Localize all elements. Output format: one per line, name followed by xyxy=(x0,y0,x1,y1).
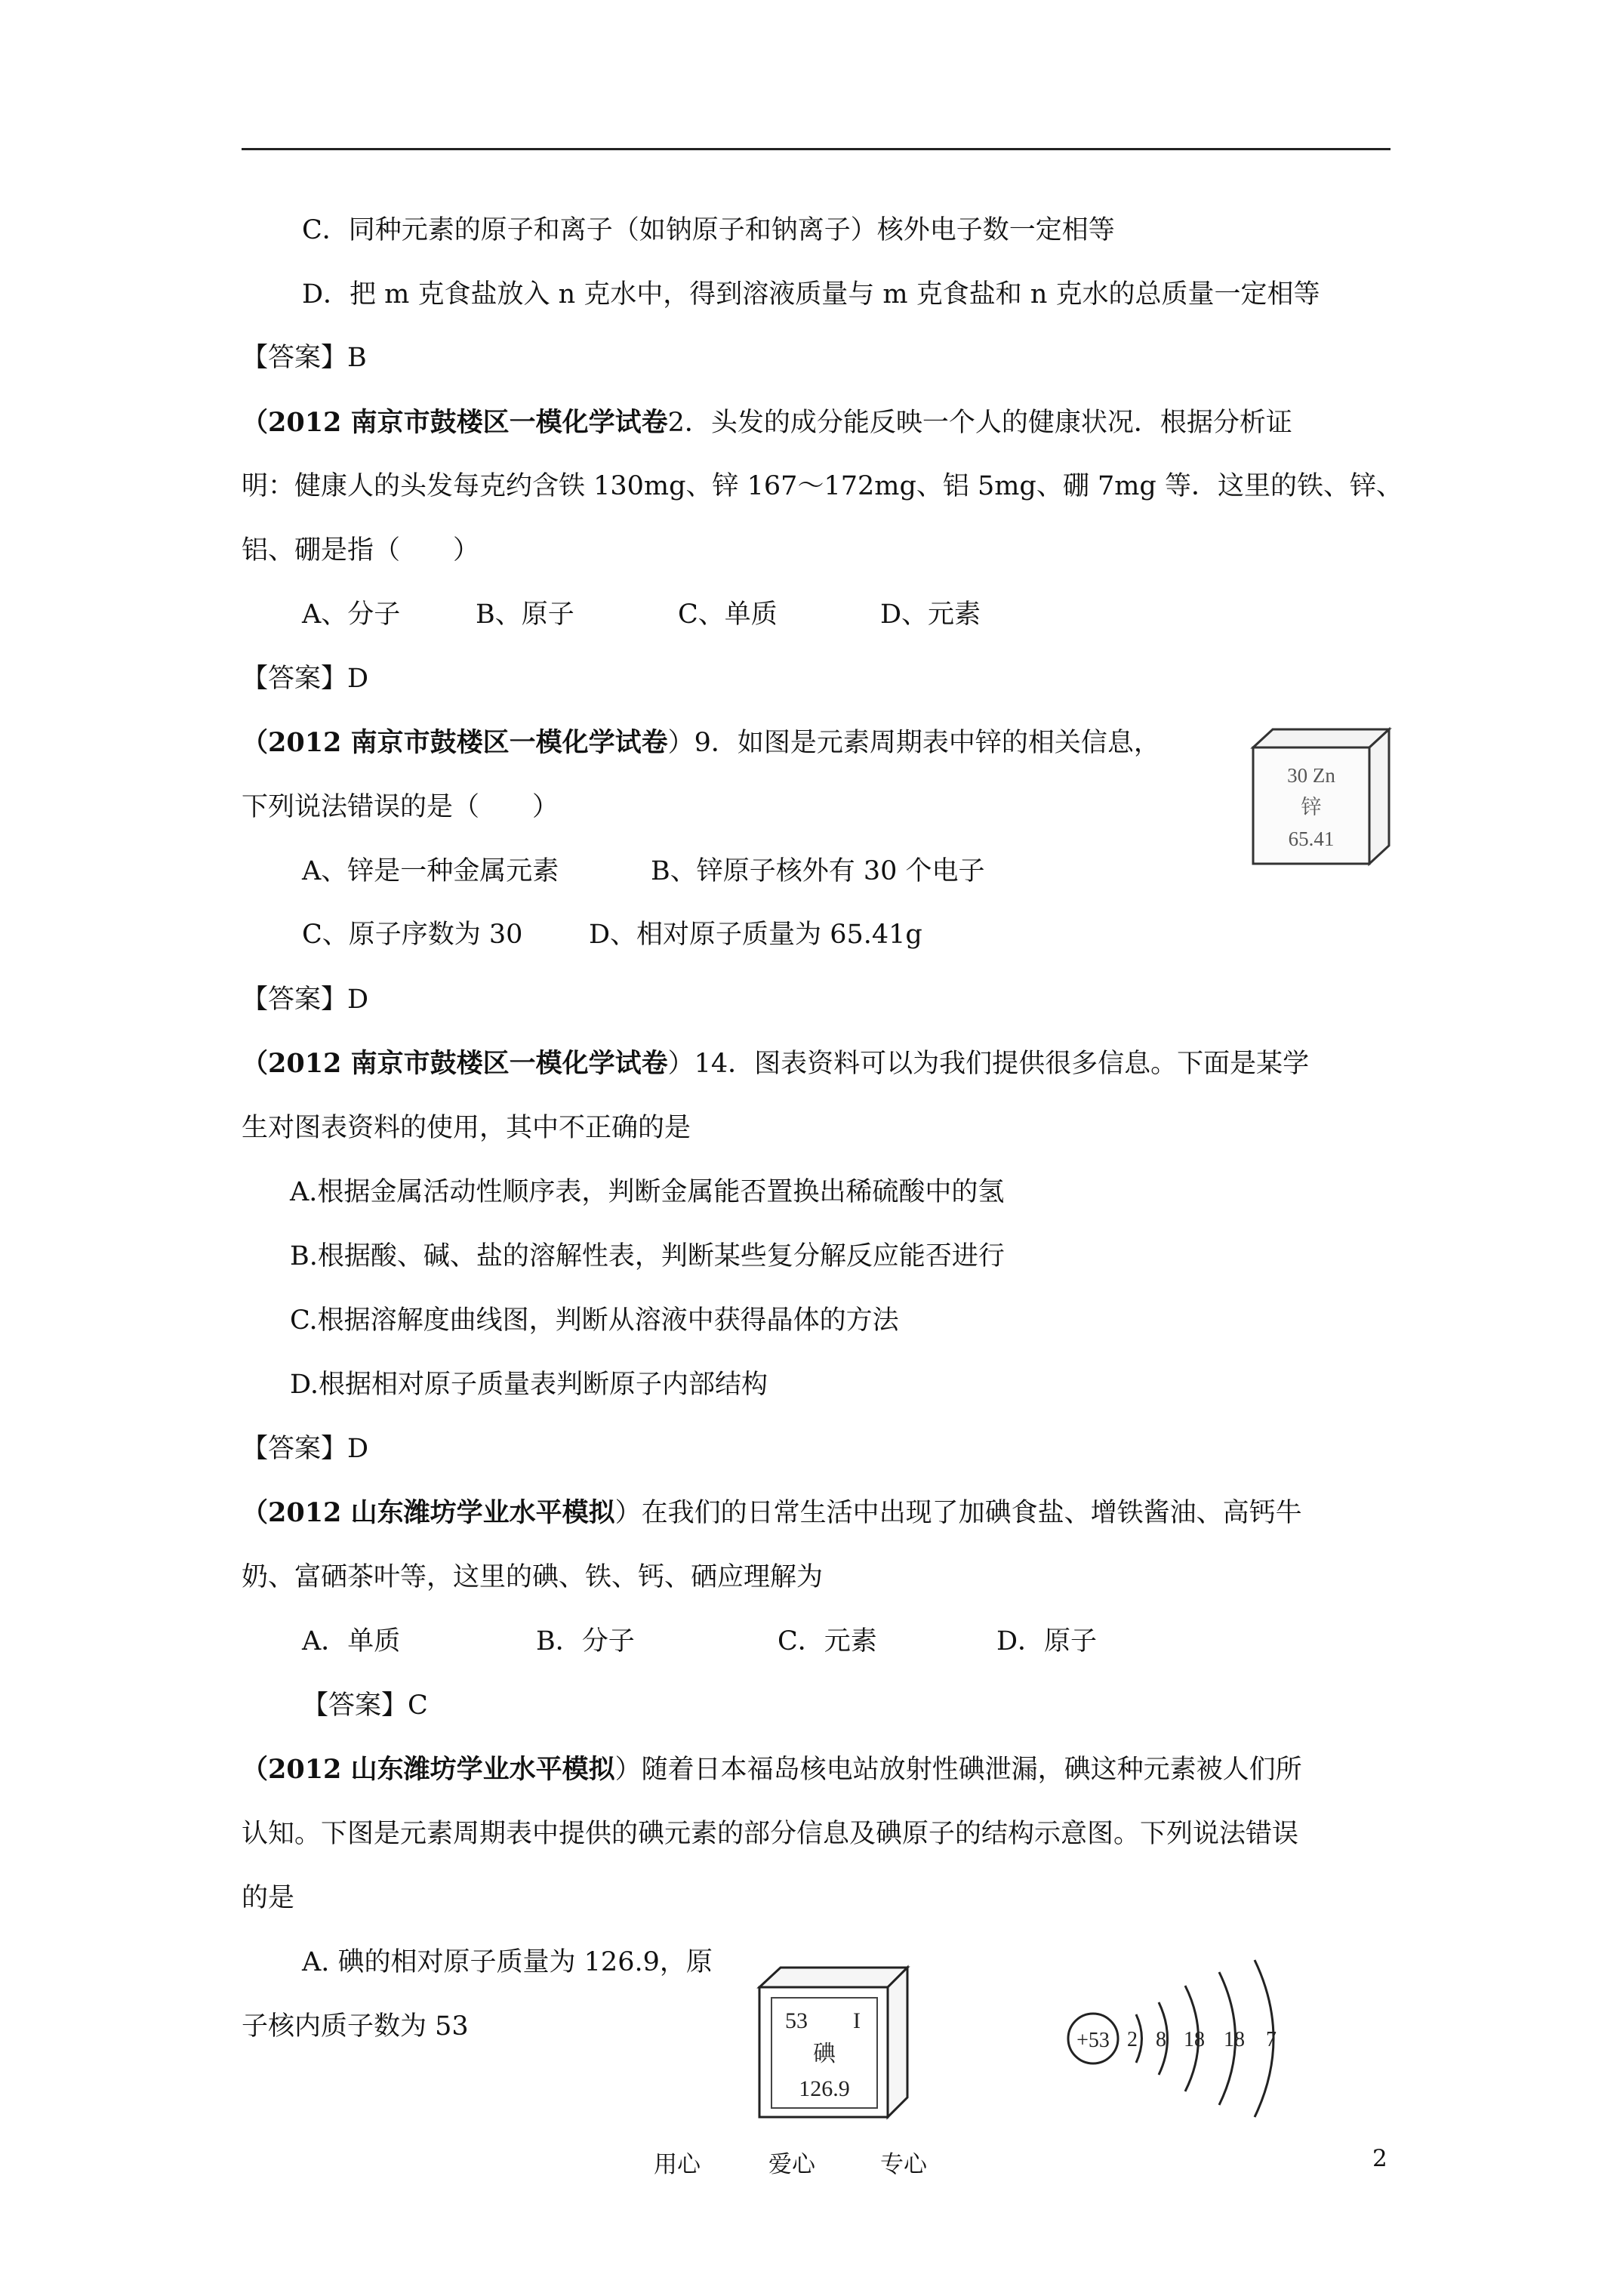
q5-stem-1: ）在我们的日常生活中出现了加碘食盐、增铁酱油、高钙牛 xyxy=(614,1498,1302,1528)
q2-line2: 明：健康人的头发每克约含铁 130mg、锌 167～172mg、铝 5mg、硼 7mg 等．这里的铁、锌、 xyxy=(242,471,1403,501)
zinc-name: 锌 xyxy=(1301,796,1322,819)
q2-line1 xyxy=(242,406,1292,439)
q2-option-a: A、分子 xyxy=(302,599,401,630)
q2-option-d: D、元素 xyxy=(880,599,981,630)
q6-line3: 的是 xyxy=(242,1883,295,1913)
q2-option-c: C、单质 xyxy=(678,599,778,630)
q5-option-d: D．原子 xyxy=(996,1626,1098,1657)
q4-option-d: D.根据相对原子质量表判断原子内部结构 xyxy=(290,1370,768,1400)
shell-electrons-3: 18 xyxy=(1184,2028,1205,2051)
q4-option-a: A.根据金属活动性顺序表，判断金属能否置换出稀硫酸中的氢 xyxy=(290,1177,1005,1207)
q3-answer: 【答案】D xyxy=(242,985,369,1015)
q4-answer: 【答案】D xyxy=(242,1434,369,1464)
q3-option-b: B、锌原子核外有 30 个电子 xyxy=(651,856,985,886)
nucleus-charge: +53 xyxy=(1076,2029,1110,2052)
shell-electrons-5: 7 xyxy=(1266,2028,1277,2051)
q2-stem-1: 2．头发的成分能反映一个人的健康状况．根据分析证 xyxy=(667,408,1292,438)
q2-answer: 【答案】D xyxy=(242,664,369,694)
q3-option-c: C、原子序数为 30 xyxy=(302,920,523,950)
q6-option-a-1: A. 碘的相对原子质量为 126.9，原 xyxy=(302,1947,713,1977)
shell-electrons-1: 2 xyxy=(1127,2028,1138,2051)
q3-source: （2012 南京市鼓楼区一模化学试卷 xyxy=(242,727,668,758)
q2-option-b: B、原子 xyxy=(476,599,574,630)
q5-answer: 【答案】C xyxy=(302,1690,428,1721)
q4-option-b: B.根据酸、碱、盐的溶解性表，判断某些复分解反应能否进行 xyxy=(290,1241,1005,1271)
iodine-symbol: I xyxy=(853,2008,861,2033)
q6-option-a-2: 子核内质子数为 53 xyxy=(242,2011,469,2042)
q4-stem-1: ）14．图表资料可以为我们提供很多信息。下面是某学 xyxy=(667,1049,1310,1079)
shell-electrons-2: 8 xyxy=(1156,2028,1166,2051)
iodine-number: 53 xyxy=(785,2008,808,2033)
q4-source: （2012 南京市鼓楼区一模化学试卷 xyxy=(242,1048,668,1079)
footer-motto-1: 用心 xyxy=(654,2151,701,2178)
q5-line1 xyxy=(242,1496,1302,1530)
zinc-element-tile xyxy=(1247,722,1394,868)
q6-line1 xyxy=(242,1753,1302,1786)
q5-option-b: B．分子 xyxy=(536,1626,635,1657)
shell-electrons-4: 18 xyxy=(1224,2028,1245,2051)
q6-stem-1: ）随着日本福岛核电站放射性碘泄漏，碘这种元素被人们所 xyxy=(614,1755,1302,1785)
iodine-element-tile xyxy=(755,1963,913,2122)
q5-option-c: C．元素 xyxy=(778,1626,877,1657)
iodine-mass: 126.9 xyxy=(799,2076,850,2101)
q3-option-a: A、锌是一种金属元素 xyxy=(302,856,559,886)
q6-source: （2012 山东潍坊学业水平模拟 xyxy=(242,1754,615,1785)
q3-stem-1: ）9．如图是元素周期表中锌的相关信息， xyxy=(667,728,1160,758)
q4-option-c: C.根据溶解度曲线图，判断从溶液中获得晶体的方法 xyxy=(290,1305,899,1336)
header-rule xyxy=(242,148,1390,150)
q5-source: （2012 山东潍坊学业水平模拟 xyxy=(242,1497,615,1528)
page-number: 2 xyxy=(1372,2145,1387,2172)
footer-motto-3: 专心 xyxy=(880,2151,927,2178)
footer-motto-2: 爱心 xyxy=(768,2151,815,2178)
q2-source: （2012 南京市鼓楼区一模化学试卷 xyxy=(242,407,668,438)
q2-line3: 铝、硼是指（ ） xyxy=(242,535,480,566)
q4-line2: 生对图表资料的使用，其中不正确的是 xyxy=(242,1113,691,1143)
iodine-atom-structure-diagram xyxy=(1057,1948,1321,2129)
q5-option-a: A．单质 xyxy=(302,1626,401,1657)
q1-option-c: C．同种元素的原子和离子（如钠原子和钠离子）核外电子数一定相等 xyxy=(302,215,1115,245)
q3-line1 xyxy=(242,726,1160,760)
q4-line1 xyxy=(242,1047,1309,1080)
zinc-number-symbol: 30 Zn xyxy=(1287,764,1335,787)
q3-option-d: D、相对原子质量为 65.41g xyxy=(589,920,922,950)
q6-line2: 认知。下图是元素周期表中提供的碘元素的部分信息及碘原子的结构示意图。下列说法错误 xyxy=(242,1819,1299,1849)
zinc-mass: 65.41 xyxy=(1288,827,1335,850)
q1-option-d: D．把 m 克食盐放入 n 克水中，得到溶液质量与 m 克食盐和 n 克水的总质量一定相等 xyxy=(302,279,1320,310)
q1-answer: 【答案】B xyxy=(242,343,367,373)
iodine-name: 碘 xyxy=(813,2041,836,2067)
q3-line2: 下列说法错误的是（ ） xyxy=(242,792,559,822)
q5-line2: 奶、富硒茶叶等，这里的碘、铁、钙、硒应理解为 xyxy=(242,1562,824,1592)
